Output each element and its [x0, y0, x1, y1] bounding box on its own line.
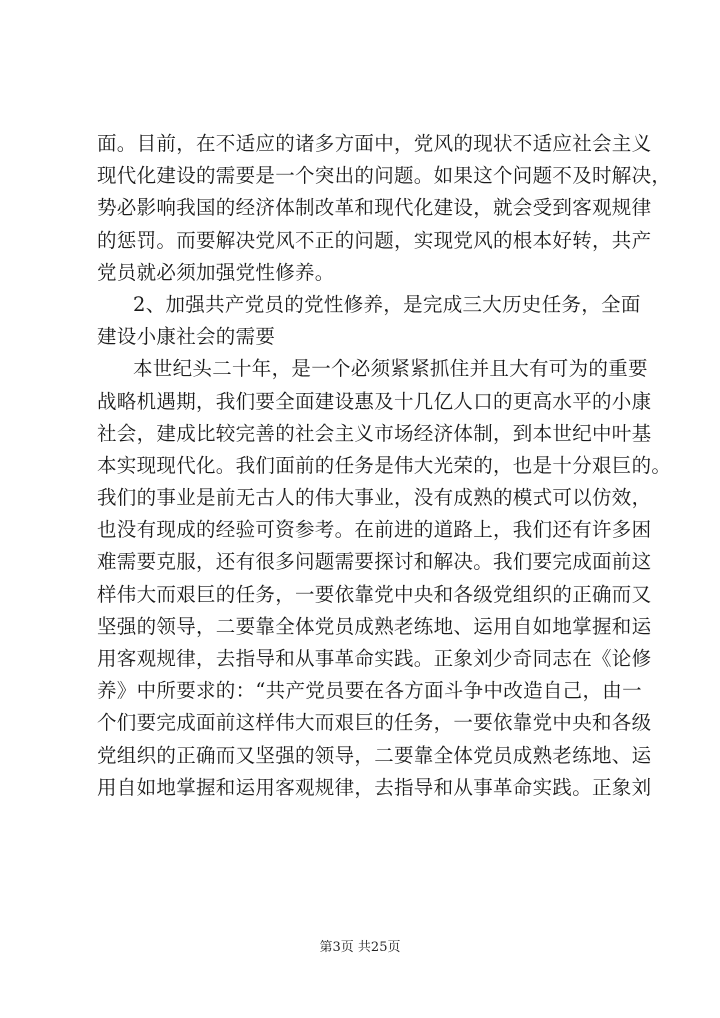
section-heading-line: 2、加强共产党员的党性修养，是完成三大历史任务，全面 — [133, 292, 641, 316]
body-text — [97, 128, 672, 804]
text-line: 我们的事业是前无古人的伟大事业，没有成熟的模式可以仿效， — [97, 486, 652, 510]
section-heading-line: 建设小康社会的需要 — [97, 325, 276, 349]
text-line: 坚强的领导，二要靠全体党员成熟老练地、运用自如地掌握和运 — [97, 614, 652, 638]
text-line: 难需要克服，还有很多问题需要探讨和解决。我们要完成面前这 — [97, 550, 652, 574]
text-line: 势必影响我国的经济体制改革和现代化建设，就会受到客观规律 — [97, 196, 652, 220]
text-line: 现代化建设的需要是一个突出的问题。如果这个问题不及时解决， — [97, 164, 672, 188]
text-line: 的惩罚。而要解决党风不正的问题，实现党风的根本好转，共产 — [97, 228, 652, 252]
text-line: 党员就必须加强党性修养。 — [97, 260, 335, 284]
text-line: 养》中所要求的：“共产党员要在各方面斗争中改造自己，由一 — [97, 679, 642, 703]
page-number-footer: 第3页 共25页 — [319, 940, 401, 955]
text-line: 本世纪头二十年，是一个必须紧紧抓住并且大有可为的重要 — [133, 357, 648, 381]
text-line: 社会，建成比较完善的社会主义市场经济体制，到本世纪中叶基 — [97, 421, 652, 445]
text-line: 党组织的正确而又坚强的领导，二要靠全体党员成熟老练地、运 — [97, 743, 652, 767]
text-line: 样伟大而艰巨的任务，一要依靠党中央和各级党组织的正确而又 — [97, 582, 652, 606]
text-line: 战略机遇期，我们要全面建设惠及十几亿人口的更高水平的小康 — [97, 389, 652, 413]
text-line: 个们要完成面前这样伟大而艰巨的任务，一要依靠党中央和各级 — [97, 711, 652, 735]
text-line: 用客观规律，去指导和从事革命实践。正象刘少奇同志在《论修 — [97, 647, 652, 670]
text-line: 本实现现代化。我们面前的任务是伟大光荣的，也是十分艰巨的。 — [97, 453, 672, 477]
text-line: 用自如地掌握和运用客观规律，去指导和从事革命实践。正象刘 — [97, 775, 652, 799]
text-line: 面。目前，在不适应的诸多方面中，党风的现状不适应社会主义 — [97, 132, 652, 155]
text-line: 也没有现成的经验可资参考。在前进的道路上，我们还有许多困 — [97, 518, 652, 542]
